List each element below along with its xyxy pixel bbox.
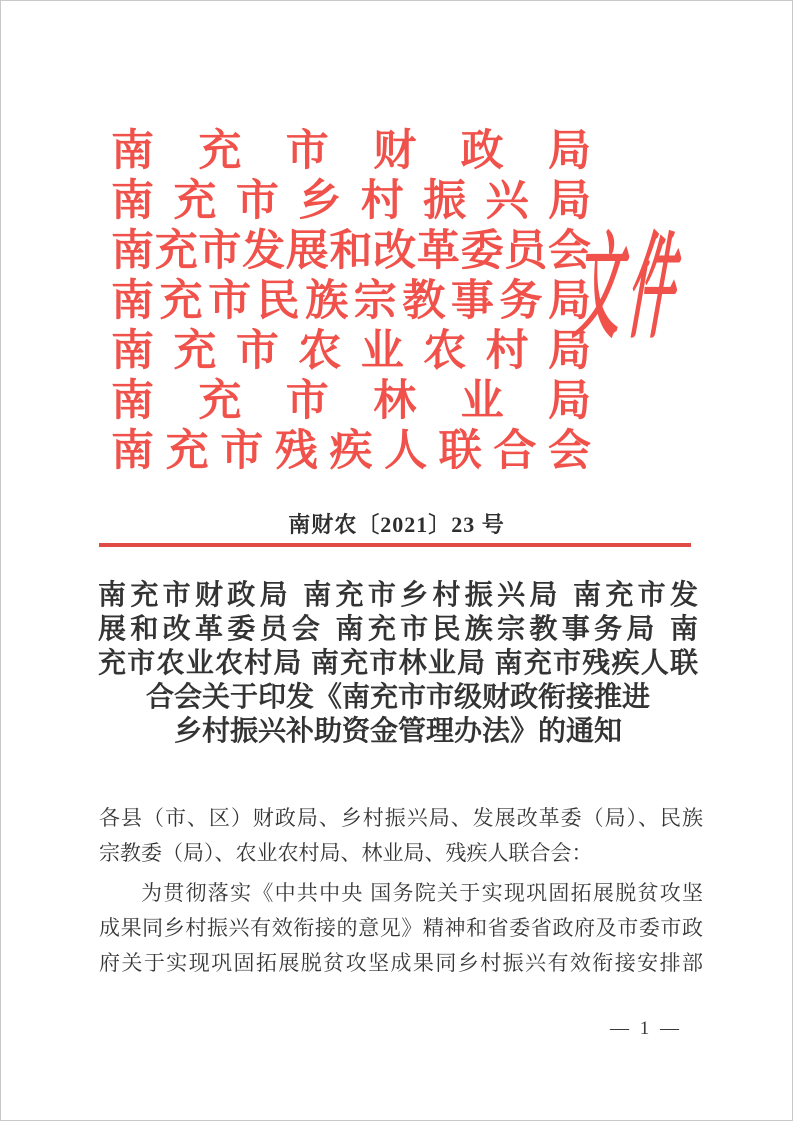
document-title <box>98 579 698 749</box>
agency-name-finance-bureau: 南充市财政局 <box>111 128 591 175</box>
agency-name-development-reform-commission: 南充市发展和改革委员会 <box>111 228 591 275</box>
title-line: 展和改革委员会 南充市民族宗教事务局 南 <box>98 614 698 645</box>
red-letterhead <box>111 127 591 477</box>
paragraph-line: 为贯彻落实《中共中央 国务院关于实现巩固拓展脱贫攻坚 <box>141 881 703 905</box>
document-marker-wenjian: 文件 <box>567 224 697 352</box>
document-body <box>99 801 703 981</box>
document-number: 南财农〔2021〕23 号 <box>288 512 505 537</box>
title-line: 合会关于印发《南充市市级财政衔接推进 <box>145 682 650 713</box>
salutation-line: 各县（市、区）财政局、乡村振兴局、发展改革委（局）、民族 <box>99 806 703 830</box>
title-line: 乡村振兴补助资金管理办法》的通知 <box>173 716 622 747</box>
agency-name-ethnic-religious-affairs-bureau: 南充市民族宗教事务局 <box>111 278 591 325</box>
page-number: — 1 — <box>610 1018 682 1039</box>
salutation-line: 宗教委（局）、农业农村局、林业局、残疾人联合会： <box>99 841 593 865</box>
agency-name-rural-revitalization-bureau: 南充市乡村振兴局 <box>111 178 591 225</box>
agency-name-disabled-persons-federation: 南充市残疾人联合会 <box>111 428 591 475</box>
title-line: 充市农业农村局 南充市林业局 南充市残疾人联 <box>98 648 698 679</box>
title-line: 南充市财政局 南充市乡村振兴局 南充市发 <box>98 580 698 611</box>
red-divider-rule <box>99 543 691 547</box>
agency-name-agriculture-rural-bureau: 南充市农业农村局 <box>111 328 591 375</box>
agency-name-forestry-bureau: 南充市林业局 <box>111 378 591 425</box>
paragraph-line: 成果同乡村振兴有效衔接的意见》精神和省委省政府及市委市政 <box>99 916 703 940</box>
paragraph-line: 府关于实现巩固拓展脱贫攻坚成果同乡村振兴有效衔接安排部 <box>99 951 703 975</box>
